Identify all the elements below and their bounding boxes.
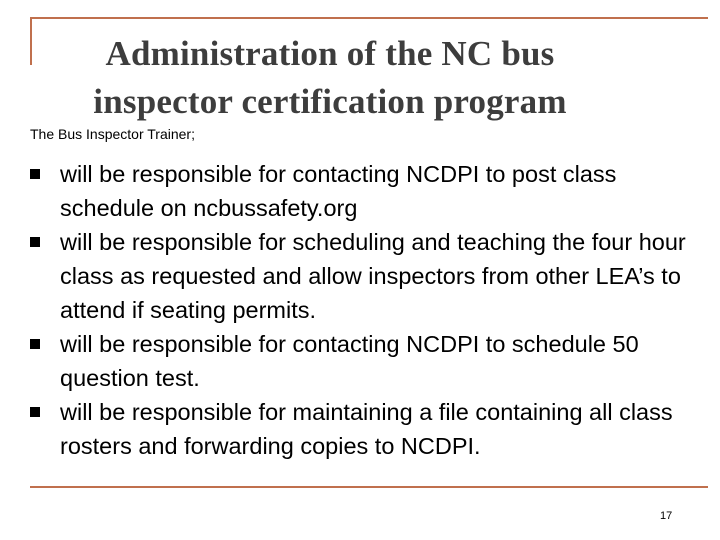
square-bullet-icon xyxy=(30,407,40,417)
page-number: 17 xyxy=(660,510,673,522)
title-line-2: inspector certification program xyxy=(93,82,567,121)
slide-title xyxy=(30,30,630,126)
top-rule xyxy=(30,17,708,19)
bullet-list xyxy=(30,157,710,463)
bullet-text: will be responsible for maintaining a file containing all class rosters and forwarding copies to NCDPI. xyxy=(60,399,673,459)
square-bullet-icon xyxy=(30,339,40,349)
bullet-item xyxy=(30,157,710,225)
bottom-rule xyxy=(30,486,708,488)
bullet-text: will be responsible for contacting NCDPI to post class schedule on ncbussafety.org xyxy=(60,161,617,221)
bullet-item xyxy=(30,327,710,395)
square-bullet-icon xyxy=(30,237,40,247)
slide-subtitle: The Bus Inspector Trainer; xyxy=(30,126,195,142)
square-bullet-icon xyxy=(30,169,40,179)
bullet-item xyxy=(30,395,710,463)
bullet-text: will be responsible for contacting NCDPI to schedule 50 question test. xyxy=(60,331,639,391)
title-line-1: Administration of the NC bus xyxy=(105,34,555,73)
bullet-text: will be responsible for scheduling and teaching the four hour class as requested and allow inspectors from other LEA’s to attend if seating permits. xyxy=(60,229,686,323)
bullet-item xyxy=(30,225,710,327)
